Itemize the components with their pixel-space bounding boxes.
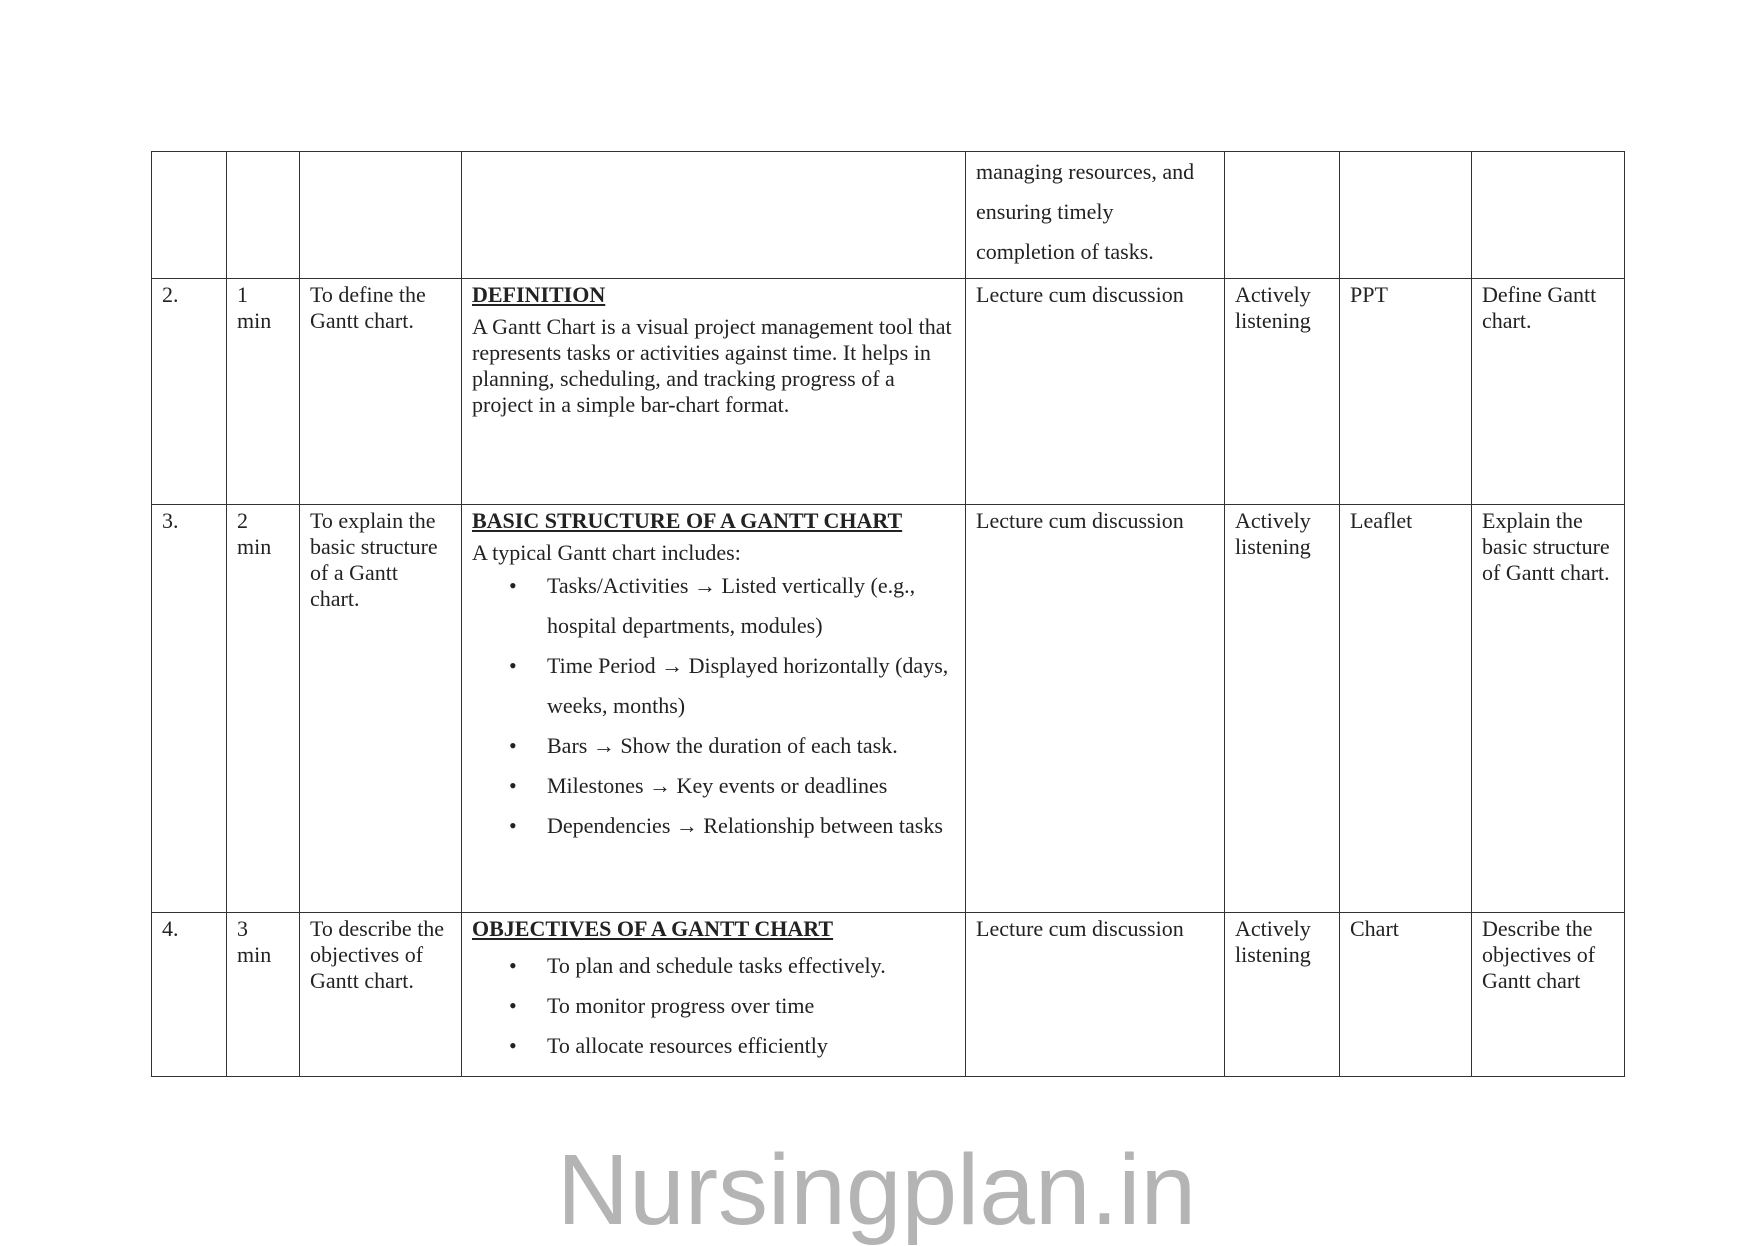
table-row <box>152 505 1625 913</box>
content-cell <box>462 913 966 1077</box>
list-item: • Milestones → Key events or deadlines <box>547 766 955 806</box>
sno-cell: 2. <box>152 279 227 505</box>
content-paragraph: A typical Gantt chart includes: <box>472 540 741 565</box>
sno-cell: 3. <box>152 505 227 913</box>
content-cell <box>462 505 966 913</box>
list-item: • Tasks/Activities → Listed vertically (e.g., hospital departments, modules) <box>547 566 955 646</box>
evaluation-cell: Describe the objectives of Gantt chart <box>1472 913 1625 1077</box>
table-row <box>152 152 1625 279</box>
list-item: • To monitor progress over time <box>547 986 955 1026</box>
content-cell <box>462 152 966 279</box>
list-item: • To allocate resources efficiently <box>547 1026 955 1066</box>
objective-cell <box>300 152 462 279</box>
objective-cell: To explain the basic structure of a Gantt chart. <box>300 505 462 913</box>
learning-cell: Actively listening <box>1225 505 1340 913</box>
time-cell: 2 min <box>227 505 300 913</box>
aid-cell <box>1340 152 1472 279</box>
teaching-cell: Lecture cum discussion <box>966 913 1225 1077</box>
list-item: • Dependencies → Relationship between tasks <box>547 806 955 846</box>
time-cell: 1 min <box>227 279 300 505</box>
teaching-cell: Lecture cum discussion <box>966 505 1225 913</box>
sno-cell <box>152 152 227 279</box>
objective-cell: To define the Gantt chart. <box>300 279 462 505</box>
content-cell <box>462 279 966 505</box>
list-item: • Bars → Show the duration of each task. <box>547 726 955 766</box>
aid-cell: Chart <box>1340 913 1472 1077</box>
evaluation-cell <box>1472 152 1625 279</box>
time-cell: 3 min <box>227 913 300 1077</box>
watermark: Nursingplan.in <box>556 1134 1197 1246</box>
content-line: completion of tasks. <box>976 239 1154 264</box>
evaluation-cell: Define Gantt chart. <box>1472 279 1625 505</box>
list-item: • To plan and schedule tasks effectively. <box>547 946 955 986</box>
table-row <box>152 279 1625 505</box>
section-heading: BASIC STRUCTURE OF A GANTT CHART <box>472 508 903 533</box>
content-line: managing resources, and <box>976 159 1195 184</box>
learning-cell: Actively listening <box>1225 279 1340 505</box>
aid-cell: PPT <box>1340 279 1472 505</box>
lesson-plan-table <box>151 151 1625 1077</box>
content-line: ensuring timely <box>976 199 1114 224</box>
evaluation-cell: Explain the basic structure of Gantt chart. <box>1472 505 1625 913</box>
section-heading: OBJECTIVES OF A GANTT CHART <box>472 916 834 941</box>
table-row <box>152 913 1625 1077</box>
objective-cell: To describe the objectives of Gantt chart. <box>300 913 462 1077</box>
sno-cell: 4. <box>152 913 227 1077</box>
learning-cell <box>1225 152 1340 279</box>
section-heading: DEFINITION <box>472 282 606 307</box>
aid-cell: Leaflet <box>1340 505 1472 913</box>
bullet-list <box>472 566 955 846</box>
bullet-list <box>472 946 955 1066</box>
learning-cell: Actively listening <box>1225 913 1340 1077</box>
list-item: • Time Period → Displayed horizontally (days, weeks, months) <box>547 646 955 726</box>
teaching-cell: Lecture cum discussion <box>966 279 1225 505</box>
time-cell <box>227 152 300 279</box>
teaching-cell <box>966 152 1225 279</box>
content-paragraph: A Gantt Chart is a visual project management tool that represents tasks or activities against time. It helps in planning, scheduling, and tracking progress of a project in a simple bar-chart format. <box>472 314 952 417</box>
